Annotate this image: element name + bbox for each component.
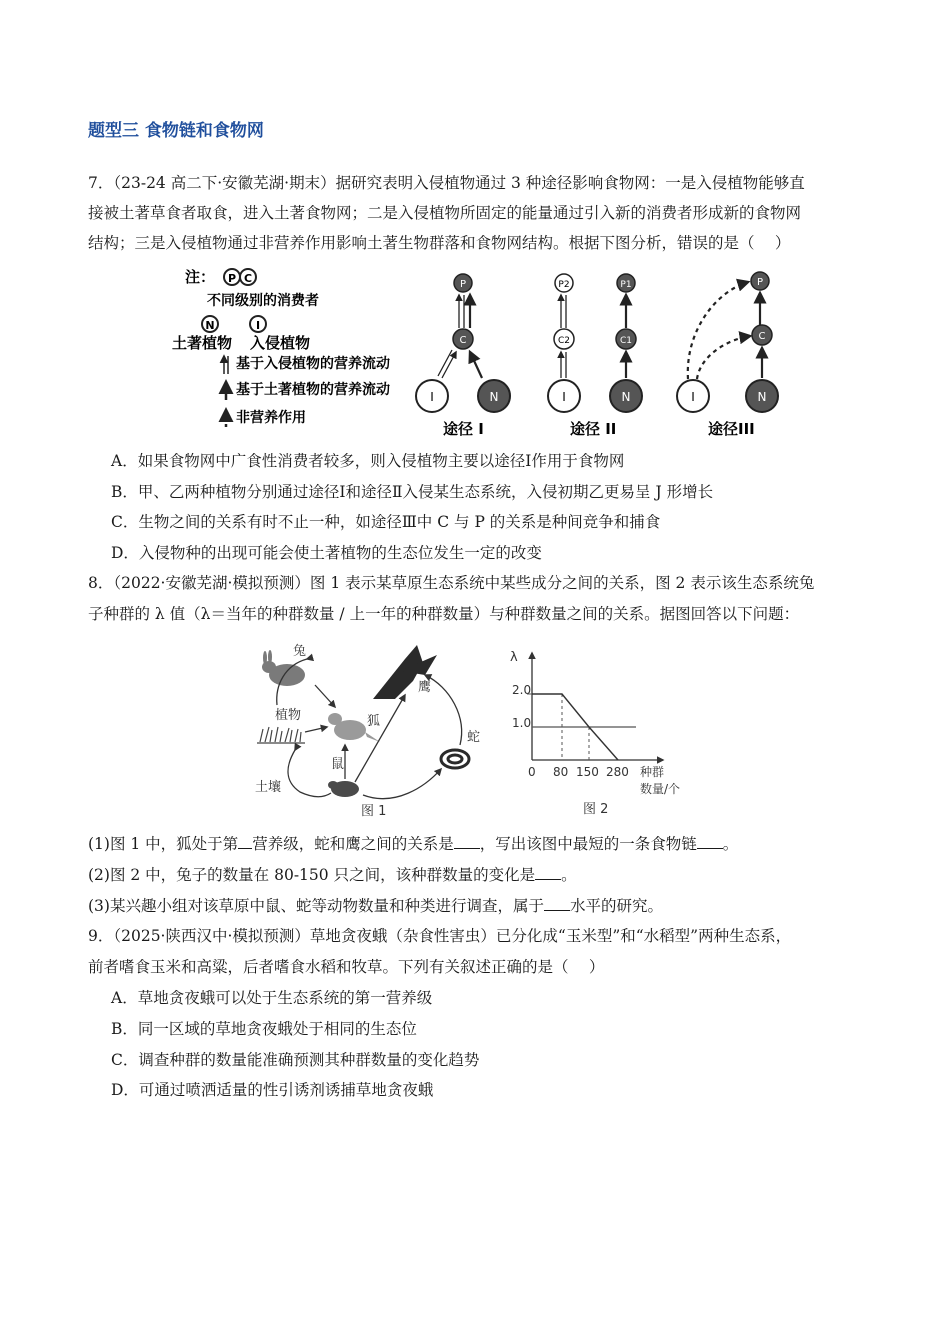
legend-i-letter: I [255,319,261,332]
svg-text:N: N [757,390,767,404]
svg-text:P2: P2 [558,280,570,290]
chart-x-tick-80: 80 [553,765,569,779]
legend-flow-native: 基于土著植物的营养流动 [236,382,390,398]
q7-option-b: B．甲、乙两种植物分别通过途径Ⅰ和途径Ⅱ入侵某生态系统，入侵初期乙更易呈 J 形增长 [111,483,714,501]
q8-figure-2-chart [505,645,695,820]
pathway-1 [416,274,510,412]
q7-stem-line-2: 接被土著草食者取食，进入土著食物网；二是入侵植物所固定的能量通过引入新的消费者形成新的食物网 [88,204,802,222]
chart-y-axis-label: λ [510,650,518,665]
svg-text:I: I [430,390,434,404]
pathway-2-label: 途径 II [570,420,617,438]
q8-stem-line-2: 子种群的 λ 值（λ＝当年的种群数量 / 上一年的种群数量）与种群数量之间的关系。据图回答以下问题： [88,605,800,623]
svg-text:P1: P1 [620,280,632,290]
q9-stem-line-2: 前者嗜食玉米和高粱，后者嗜食水稻和牧草。下列有关叙述正确的是（ ） [88,958,605,976]
answer-blank[interactable] [535,865,561,880]
q8-stem-line-1: 8．（2022·安徽芜湖·模拟预测）图 1 表示某草原生态系统中某些成分之间的关系，图 2 表示该生态系统兔 [88,574,815,592]
pathway-3-label: 途径III [708,420,755,438]
fig1-fox-label: 狐 [367,714,381,729]
section-title: 题型三 食物链和食物网 [88,121,264,141]
q9-option-c: C．调查种群的数量能准确预测其种群数量的变化趋势 [111,1051,480,1069]
mouse-picture [328,781,359,797]
q7-option-a: A．如果食物网中广食性消费者较多，则入侵植物主要以途径Ⅰ作用于食物网 [111,452,625,470]
chart-x-tick-150: 150 [576,765,599,779]
q7-stem-line-3: 结构；三是入侵植物通过非营养作用影响土著生物群落和食物网结构。根据下图分析，错误的是（ ） [88,234,791,252]
legend-double-arrow-icon [224,356,228,374]
q8-subquestion-3: (3)某兴趣小组对该草原中鼠、蛇等动物数量和种类进行调查，属于 水平的研究。 [88,897,663,915]
legend-consumers: 不同级别的消费者 [207,293,319,309]
svg-text:C: C [758,331,766,342]
snake-picture [441,750,469,768]
fig1-snake-label: 蛇 [467,730,481,745]
answer-blank[interactable] [454,834,480,849]
chart-x-axis-label-1: 种群 [640,765,665,779]
answer-blank[interactable] [238,834,252,849]
q8-subquestion-1: (1)图 1 中，狐处于第 营养级，蛇和鹰之间的关系是 ，写出该图中最短的一条食物链 。 [88,835,739,853]
legend-flow-invasive: 基于入侵植物的营养流动 [236,356,390,372]
q7-option-d: D．入侵物种的出现可能会使土著植物的生态位发生一定的改变 [111,544,542,562]
legend-invasive-plant: 入侵植物 [250,334,311,352]
legend-non-nutritional: 非营养作用 [236,410,306,426]
fig1-soil-label: 土壤 [255,780,282,795]
svg-text:N: N [489,390,499,404]
chart-caption: 图 2 [583,802,609,817]
legend-n-letter: N [205,319,215,332]
fig1-mouse-label: 鼠 [331,757,345,772]
fig1-plant-label: 植物 [275,708,302,723]
svg-text:P: P [459,279,467,290]
legend-native-plant: 土著植物 [172,334,233,352]
q8-subquestion-2: (2)图 2 中，兔子的数量在 80-150 只之间，该种群数量的变化是 。 [88,866,577,884]
grass-picture [257,727,305,743]
q9-stem-line-1: 9．（2025·陕西汉中·模拟预测）草地贪夜蛾（杂食性害虫）已分化成“玉米型”和“水稻型”两种生态系， [88,927,792,945]
q7-stem-line-1: 7．（23-24 高二下·安徽芜湖·期末）据研究表明入侵植物通过 3 种途径影响食物网：一是入侵植物能够直 [88,174,805,192]
q7-figure [160,262,800,442]
pathway-1-label: 途径 I [443,420,484,438]
chart-y-tick-2: 2.0 [512,683,532,697]
chart-y-tick-1: 1.0 [512,716,532,730]
q9-option-a: A．草地贪夜蛾可以处于生态系统的第一营养级 [111,989,433,1007]
legend-p-letter: P [227,272,237,285]
q9-option-b: B．同一区域的草地贪夜蛾处于相同的生态位 [111,1020,417,1038]
fig1-caption: 图 1 [361,804,387,819]
legend-note: 注： [185,268,216,286]
svg-text:P: P [756,277,764,288]
legend-c-letter: C [243,272,253,285]
svg-text:C1: C1 [619,336,633,346]
fig1-rabbit-label: 兔 [293,644,307,659]
pathway-3 [677,272,778,412]
svg-text:I: I [691,390,695,404]
chart-x-tick-280: 280 [606,765,629,779]
svg-text:C: C [459,335,467,346]
svg-text:I: I [562,390,566,404]
svg-text:N: N [621,390,631,404]
answer-blank[interactable] [544,896,570,911]
q9-option-d: D．可通过喷洒适量的性引诱剂诱捕草地贪夜蛾 [111,1081,434,1099]
fig1-eagle-label: 鹰 [418,680,432,695]
chart-x-tick-0: 0 [528,765,536,779]
answer-blank[interactable] [697,834,723,849]
pathway-2 [548,274,642,412]
q8-figure-1 [245,637,495,822]
q7-option-c: C．生物之间的关系有时不止一种，如途径Ⅲ中 C 与 P 的关系是种间竞争和捕食 [111,513,661,531]
svg-text:C2: C2 [557,336,571,346]
chart-x-axis-label-2: 数量/个 [640,782,681,796]
